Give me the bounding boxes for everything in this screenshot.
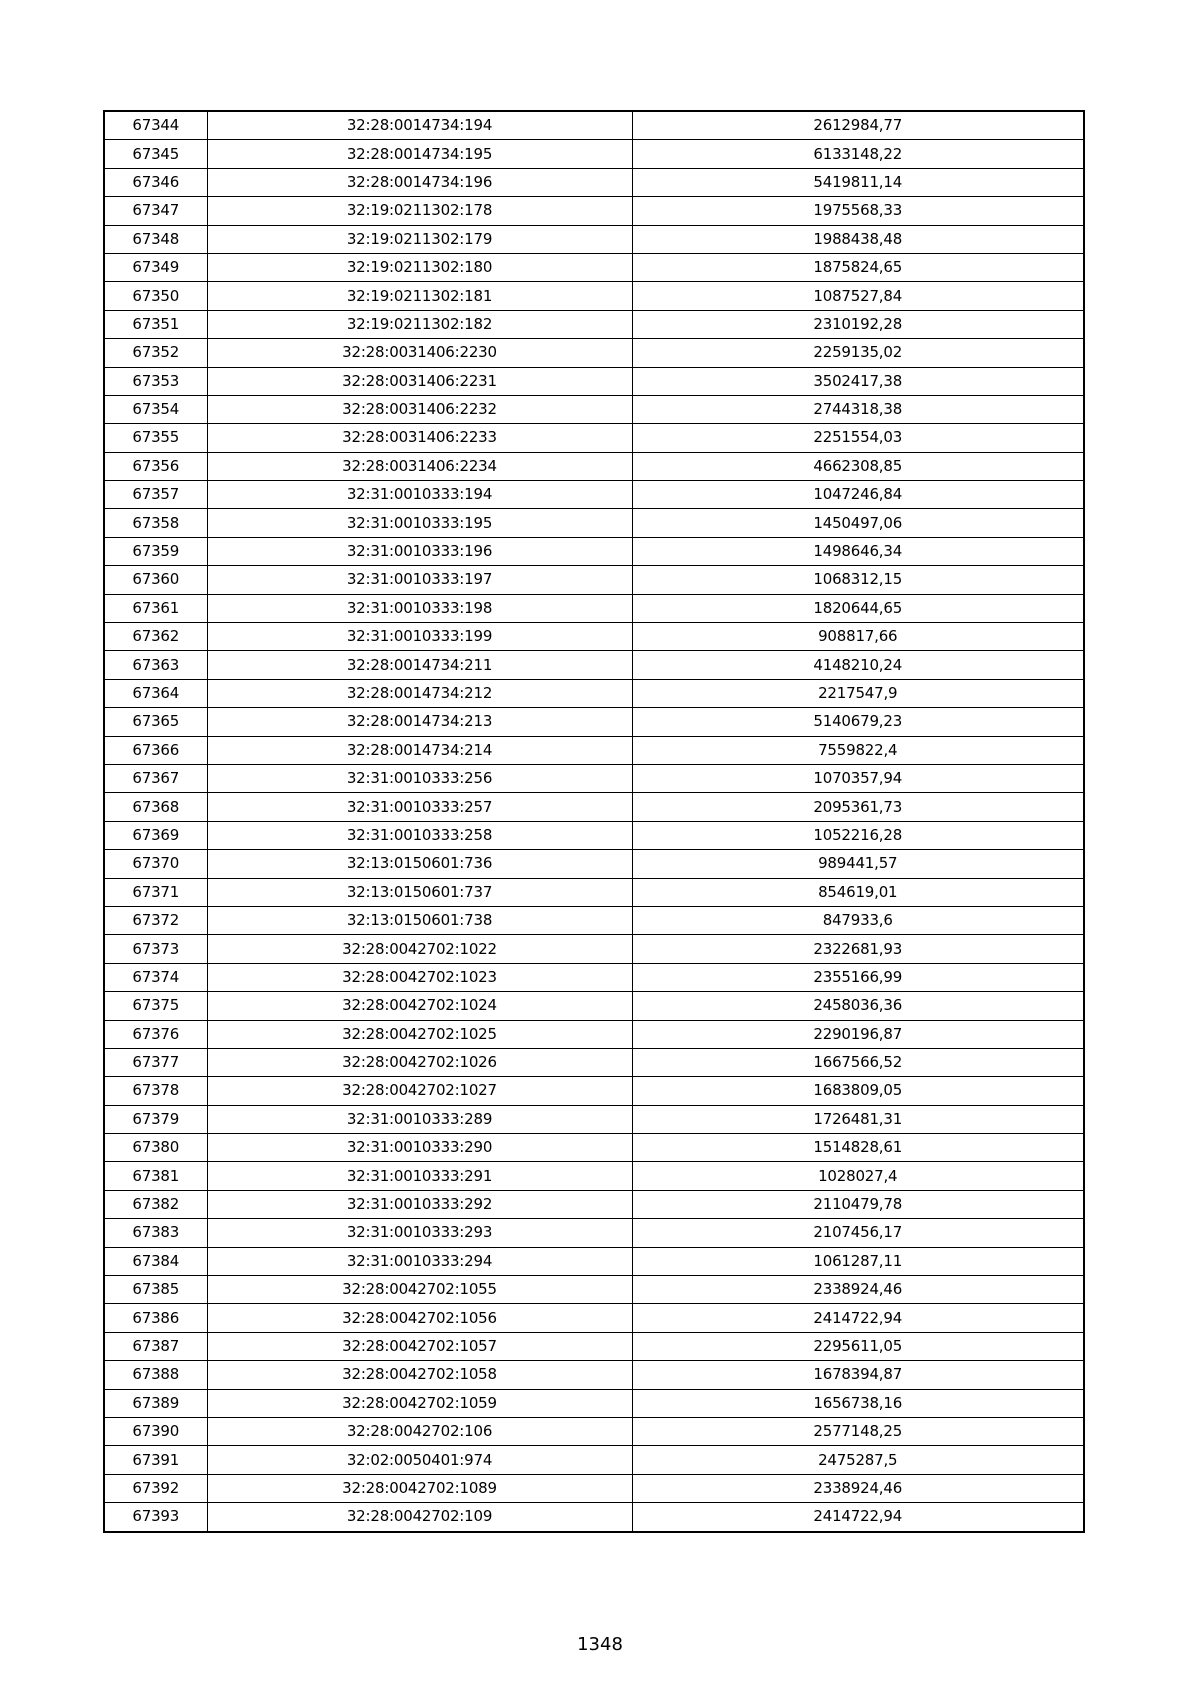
table-row xyxy=(104,821,1084,849)
row-number-cell: 67393 xyxy=(104,1503,207,1532)
cadastral-number-cell: 32:19:0211302:178 xyxy=(207,197,632,225)
cadastral-number-cell: 32:28:0014734:211 xyxy=(207,651,632,679)
cadastral-value-cell: 1678394,87 xyxy=(632,1361,1084,1389)
table-row xyxy=(104,992,1084,1020)
cadastral-number-cell: 32:28:0031406:2231 xyxy=(207,367,632,395)
table-row xyxy=(104,623,1084,651)
table-row xyxy=(104,1389,1084,1417)
cadastral-number-cell: 32:31:0010333:199 xyxy=(207,623,632,651)
cadastral-number-cell: 32:28:0042702:1023 xyxy=(207,963,632,991)
table-row xyxy=(104,1446,1084,1474)
cadastral-number-cell: 32:28:0031406:2232 xyxy=(207,395,632,423)
table-row xyxy=(104,537,1084,565)
row-number-cell: 67372 xyxy=(104,906,207,934)
cadastral-number-cell: 32:31:0010333:294 xyxy=(207,1247,632,1275)
table-row xyxy=(104,708,1084,736)
cadastral-value-cell: 2310192,28 xyxy=(632,310,1084,338)
row-number-cell: 67347 xyxy=(104,197,207,225)
table-row xyxy=(104,736,1084,764)
row-number-cell: 67351 xyxy=(104,310,207,338)
cadastral-number-cell: 32:28:0014734:213 xyxy=(207,708,632,736)
table-row xyxy=(104,935,1084,963)
table-row xyxy=(104,850,1084,878)
cadastral-number-cell: 32:28:0031406:2233 xyxy=(207,424,632,452)
cadastral-value-cell: 2475287,5 xyxy=(632,1446,1084,1474)
cadastral-value-cell: 1028027,4 xyxy=(632,1162,1084,1190)
table-row xyxy=(104,1077,1084,1105)
cadastral-number-cell: 32:31:0010333:293 xyxy=(207,1219,632,1247)
row-number-cell: 67371 xyxy=(104,878,207,906)
cadastral-number-cell: 32:31:0010333:289 xyxy=(207,1105,632,1133)
cadastral-number-cell: 32:28:0042702:1058 xyxy=(207,1361,632,1389)
row-number-cell: 67376 xyxy=(104,1020,207,1048)
table-row xyxy=(104,1134,1084,1162)
table-row xyxy=(104,793,1084,821)
cadastral-number-cell: 32:31:0010333:257 xyxy=(207,793,632,821)
cadastral-number-cell: 32:28:0042702:1022 xyxy=(207,935,632,963)
cadastral-number-cell: 32:31:0010333:256 xyxy=(207,764,632,792)
cadastral-value-cell: 4662308,85 xyxy=(632,452,1084,480)
row-number-cell: 67385 xyxy=(104,1276,207,1304)
cadastral-number-cell: 32:28:0042702:106 xyxy=(207,1417,632,1445)
row-number-cell: 67389 xyxy=(104,1389,207,1417)
row-number-cell: 67388 xyxy=(104,1361,207,1389)
row-number-cell: 67365 xyxy=(104,708,207,736)
cadastral-value-cell: 1047246,84 xyxy=(632,481,1084,509)
table-row xyxy=(104,225,1084,253)
cadastral-value-cell: 4148210,24 xyxy=(632,651,1084,679)
row-number-cell: 67358 xyxy=(104,509,207,537)
cadastral-number-cell: 32:28:0042702:1024 xyxy=(207,992,632,1020)
table-row xyxy=(104,1361,1084,1389)
cadastral-number-cell: 32:31:0010333:198 xyxy=(207,594,632,622)
cadastral-value-cell: 2338924,46 xyxy=(632,1474,1084,1502)
cadastral-value-cell: 5419811,14 xyxy=(632,168,1084,196)
cadastral-value-cell: 1683809,05 xyxy=(632,1077,1084,1105)
cadastral-value-cell: 854619,01 xyxy=(632,878,1084,906)
cadastral-value-cell: 6133148,22 xyxy=(632,140,1084,168)
row-number-cell: 67386 xyxy=(104,1304,207,1332)
table-row xyxy=(104,963,1084,991)
table-row xyxy=(104,140,1084,168)
table-body xyxy=(104,111,1084,1532)
row-number-cell: 67356 xyxy=(104,452,207,480)
table-row xyxy=(104,1332,1084,1360)
cadastral-number-cell: 32:13:0150601:737 xyxy=(207,878,632,906)
row-number-cell: 67378 xyxy=(104,1077,207,1105)
row-number-cell: 67361 xyxy=(104,594,207,622)
cadastral-number-cell: 32:28:0042702:1059 xyxy=(207,1389,632,1417)
table-row xyxy=(104,197,1084,225)
row-number-cell: 67383 xyxy=(104,1219,207,1247)
table-row xyxy=(104,395,1084,423)
table-row xyxy=(104,1219,1084,1247)
cadastral-number-cell: 32:28:0031406:2230 xyxy=(207,339,632,367)
row-number-cell: 67374 xyxy=(104,963,207,991)
table-row xyxy=(104,906,1084,934)
row-number-cell: 67379 xyxy=(104,1105,207,1133)
cadastral-value-cell: 1450497,06 xyxy=(632,509,1084,537)
row-number-cell: 67367 xyxy=(104,764,207,792)
row-number-cell: 67364 xyxy=(104,679,207,707)
table-row xyxy=(104,111,1084,140)
table-row xyxy=(104,1105,1084,1133)
cadastral-number-cell: 32:13:0150601:738 xyxy=(207,906,632,934)
cadastral-value-cell: 2414722,94 xyxy=(632,1503,1084,1532)
table-row xyxy=(104,764,1084,792)
row-number-cell: 67346 xyxy=(104,168,207,196)
table-row xyxy=(104,1020,1084,1048)
table-row xyxy=(104,1474,1084,1502)
cadastral-value-cell: 1726481,31 xyxy=(632,1105,1084,1133)
table-row xyxy=(104,282,1084,310)
table-row xyxy=(104,1190,1084,1218)
table-row xyxy=(104,679,1084,707)
cadastral-number-cell: 32:28:0014734:196 xyxy=(207,168,632,196)
row-number-cell: 67349 xyxy=(104,253,207,281)
table-row xyxy=(104,481,1084,509)
table-row xyxy=(104,1048,1084,1076)
row-number-cell: 67362 xyxy=(104,623,207,651)
cadastral-value-cell: 1667566,52 xyxy=(632,1048,1084,1076)
cadastral-value-cell: 2338924,46 xyxy=(632,1276,1084,1304)
cadastral-value-cell: 1061287,11 xyxy=(632,1247,1084,1275)
row-number-cell: 67348 xyxy=(104,225,207,253)
row-number-cell: 67375 xyxy=(104,992,207,1020)
table-row xyxy=(104,1247,1084,1275)
row-number-cell: 67391 xyxy=(104,1446,207,1474)
cadastral-number-cell: 32:28:0014734:194 xyxy=(207,111,632,140)
cadastral-value-cell: 1656738,16 xyxy=(632,1389,1084,1417)
page-number: 1348 xyxy=(577,1634,623,1655)
row-number-cell: 67352 xyxy=(104,339,207,367)
row-number-cell: 67380 xyxy=(104,1134,207,1162)
cadastral-value-table xyxy=(103,110,1085,1533)
row-number-cell: 67357 xyxy=(104,481,207,509)
cadastral-value-cell: 1068312,15 xyxy=(632,566,1084,594)
table-row xyxy=(104,168,1084,196)
cadastral-value-cell: 2110479,78 xyxy=(632,1190,1084,1218)
cadastral-value-cell: 2612984,77 xyxy=(632,111,1084,140)
table-row xyxy=(104,509,1084,537)
row-number-cell: 67359 xyxy=(104,537,207,565)
cadastral-value-cell: 2414722,94 xyxy=(632,1304,1084,1332)
cadastral-value-cell: 2251554,03 xyxy=(632,424,1084,452)
cadastral-number-cell: 32:28:0042702:1027 xyxy=(207,1077,632,1105)
cadastral-value-cell: 2259135,02 xyxy=(632,339,1084,367)
row-number-cell: 67345 xyxy=(104,140,207,168)
cadastral-number-cell: 32:28:0014734:212 xyxy=(207,679,632,707)
table-row xyxy=(104,367,1084,395)
cadastral-number-cell: 32:28:0031406:2234 xyxy=(207,452,632,480)
cadastral-number-cell: 32:13:0150601:736 xyxy=(207,850,632,878)
row-number-cell: 67373 xyxy=(104,935,207,963)
table-row xyxy=(104,1304,1084,1332)
cadastral-value-cell: 847933,6 xyxy=(632,906,1084,934)
cadastral-number-cell: 32:31:0010333:194 xyxy=(207,481,632,509)
cadastral-value-cell: 2744318,38 xyxy=(632,395,1084,423)
table-row xyxy=(104,1417,1084,1445)
row-number-cell: 67368 xyxy=(104,793,207,821)
cadastral-value-cell: 1070357,94 xyxy=(632,764,1084,792)
cadastral-value-cell: 989441,57 xyxy=(632,850,1084,878)
cadastral-number-cell: 32:28:0014734:195 xyxy=(207,140,632,168)
cadastral-value-cell: 2290196,87 xyxy=(632,1020,1084,1048)
cadastral-value-cell: 1052216,28 xyxy=(632,821,1084,849)
cadastral-number-cell: 32:02:0050401:974 xyxy=(207,1446,632,1474)
cadastral-number-cell: 32:28:0042702:1025 xyxy=(207,1020,632,1048)
row-number-cell: 67350 xyxy=(104,282,207,310)
cadastral-value-cell: 1820644,65 xyxy=(632,594,1084,622)
table-row xyxy=(104,651,1084,679)
table-row xyxy=(104,253,1084,281)
row-number-cell: 67369 xyxy=(104,821,207,849)
table-row xyxy=(104,594,1084,622)
table-row xyxy=(104,1276,1084,1304)
cadastral-value-cell: 1988438,48 xyxy=(632,225,1084,253)
table-row xyxy=(104,566,1084,594)
cadastral-value-cell: 1498646,34 xyxy=(632,537,1084,565)
cadastral-value-cell: 1875824,65 xyxy=(632,253,1084,281)
row-number-cell: 67353 xyxy=(104,367,207,395)
cadastral-number-cell: 32:19:0211302:180 xyxy=(207,253,632,281)
row-number-cell: 67382 xyxy=(104,1190,207,1218)
table-row xyxy=(104,339,1084,367)
row-number-cell: 67354 xyxy=(104,395,207,423)
cadastral-value-cell: 1514828,61 xyxy=(632,1134,1084,1162)
cadastral-number-cell: 32:31:0010333:197 xyxy=(207,566,632,594)
cadastral-number-cell: 32:31:0010333:258 xyxy=(207,821,632,849)
cadastral-number-cell: 32:31:0010333:290 xyxy=(207,1134,632,1162)
row-number-cell: 67381 xyxy=(104,1162,207,1190)
cadastral-value-cell: 3502417,38 xyxy=(632,367,1084,395)
cadastral-number-cell: 32:31:0010333:292 xyxy=(207,1190,632,1218)
table-row xyxy=(104,1503,1084,1532)
row-number-cell: 67370 xyxy=(104,850,207,878)
table-row xyxy=(104,878,1084,906)
cadastral-number-cell: 32:28:0042702:1089 xyxy=(207,1474,632,1502)
cadastral-value-cell: 5140679,23 xyxy=(632,708,1084,736)
cadastral-value-cell: 2355166,99 xyxy=(632,963,1084,991)
row-number-cell: 67363 xyxy=(104,651,207,679)
cadastral-value-cell: 1087527,84 xyxy=(632,282,1084,310)
cadastral-number-cell: 32:28:0042702:1026 xyxy=(207,1048,632,1076)
cadastral-value-cell: 2458036,36 xyxy=(632,992,1084,1020)
cadastral-value-cell: 2577148,25 xyxy=(632,1417,1084,1445)
cadastral-value-cell: 2095361,73 xyxy=(632,793,1084,821)
cadastral-number-cell: 32:28:0014734:214 xyxy=(207,736,632,764)
row-number-cell: 67384 xyxy=(104,1247,207,1275)
row-number-cell: 67360 xyxy=(104,566,207,594)
row-number-cell: 67344 xyxy=(104,111,207,140)
cadastral-number-cell: 32:19:0211302:182 xyxy=(207,310,632,338)
cadastral-number-cell: 32:19:0211302:181 xyxy=(207,282,632,310)
cadastral-value-cell: 7559822,4 xyxy=(632,736,1084,764)
cadastral-value-cell: 1975568,33 xyxy=(632,197,1084,225)
cadastral-number-cell: 32:19:0211302:179 xyxy=(207,225,632,253)
cadastral-value-cell: 2295611,05 xyxy=(632,1332,1084,1360)
table-row xyxy=(104,424,1084,452)
cadastral-number-cell: 32:28:0042702:109 xyxy=(207,1503,632,1532)
table-row xyxy=(104,1162,1084,1190)
table-row xyxy=(104,452,1084,480)
cadastral-value-cell: 2217547,9 xyxy=(632,679,1084,707)
table-row xyxy=(104,310,1084,338)
cadastral-number-cell: 32:31:0010333:196 xyxy=(207,537,632,565)
cadastral-number-cell: 32:28:0042702:1057 xyxy=(207,1332,632,1360)
row-number-cell: 67390 xyxy=(104,1417,207,1445)
cadastral-number-cell: 32:28:0042702:1055 xyxy=(207,1276,632,1304)
row-number-cell: 67355 xyxy=(104,424,207,452)
row-number-cell: 67366 xyxy=(104,736,207,764)
cadastral-number-cell: 32:28:0042702:1056 xyxy=(207,1304,632,1332)
cadastral-number-cell: 32:31:0010333:195 xyxy=(207,509,632,537)
cadastral-value-cell: 2322681,93 xyxy=(632,935,1084,963)
cadastral-value-cell: 908817,66 xyxy=(632,623,1084,651)
cadastral-number-cell: 32:31:0010333:291 xyxy=(207,1162,632,1190)
row-number-cell: 67387 xyxy=(104,1332,207,1360)
cadastral-value-cell: 2107456,17 xyxy=(632,1219,1084,1247)
row-number-cell: 67377 xyxy=(104,1048,207,1076)
row-number-cell: 67392 xyxy=(104,1474,207,1502)
